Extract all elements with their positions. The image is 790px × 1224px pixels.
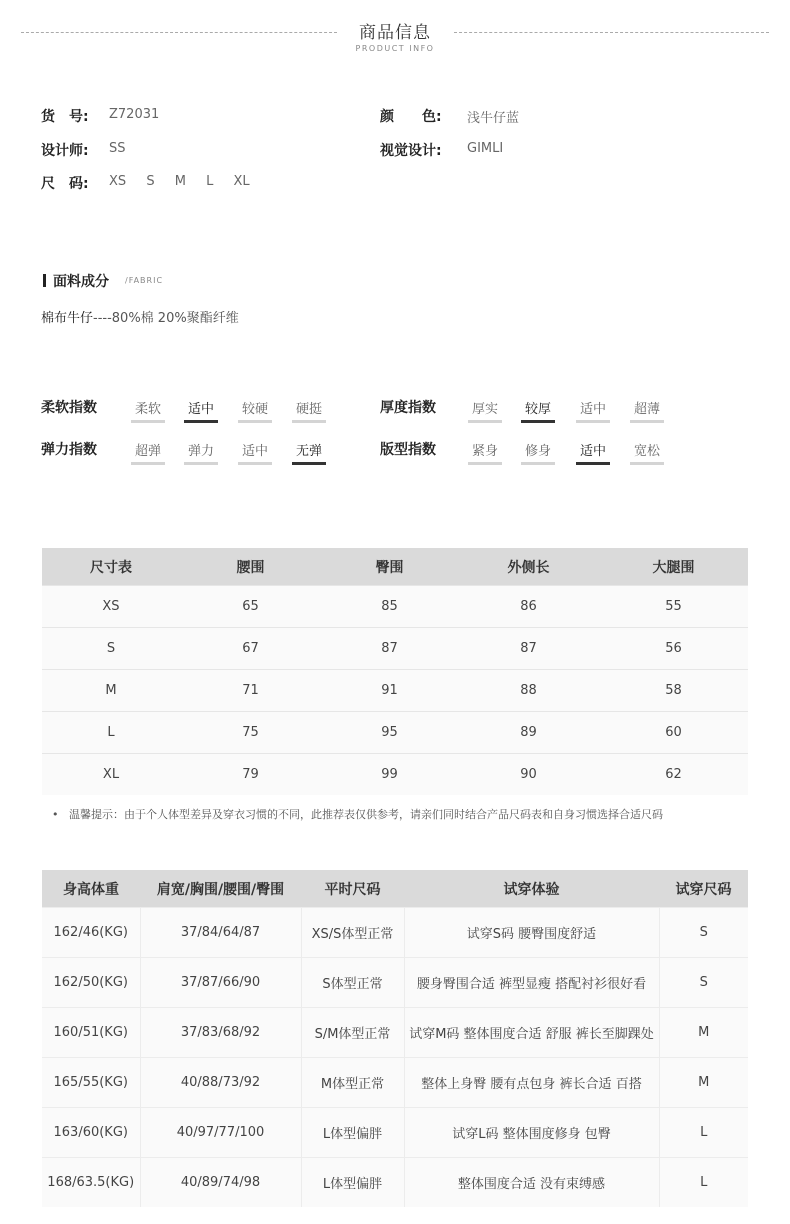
size-label: 尺 码: (41, 176, 89, 192)
index-option-selected: 无弹 (292, 440, 326, 465)
table-row (42, 712, 748, 754)
index-option: 较硬 (238, 398, 272, 423)
table-row (42, 1008, 748, 1058)
fit-table (42, 870, 748, 1207)
table-cell: L体型偏胖 (301, 1158, 404, 1208)
fabric-composition (41, 307, 239, 326)
fabric-material: 棉布牛仔 (41, 311, 94, 326)
table-row (42, 754, 748, 796)
table-cell: 40/89/74/98 (140, 1158, 301, 1208)
table-cell: 55 (599, 586, 748, 628)
table-cell: M体型正常 (301, 1058, 404, 1108)
table-row (42, 1108, 748, 1158)
table-cell: 90 (458, 754, 599, 796)
size-table-header (42, 548, 748, 586)
color-value: 浅牛仔蓝 (467, 111, 520, 126)
section-title: 商品信息 (359, 23, 431, 43)
header-cell: 试穿体验 (404, 870, 659, 908)
size-option: XL (233, 174, 250, 189)
table-cell: 56 (599, 628, 748, 670)
index-option-selected: 适中 (576, 440, 610, 465)
table-row (42, 1058, 748, 1108)
size-table (42, 548, 748, 795)
item-number-value: Z72031 (109, 107, 160, 122)
table-cell: 160/51(KG) (42, 1008, 140, 1058)
table-cell: M (42, 670, 180, 712)
fit-table-header (42, 870, 748, 908)
index-option: 硬挺 (292, 398, 326, 423)
table-cell: 71 (180, 670, 321, 712)
table-row (42, 1158, 748, 1208)
index-option: 修身 (521, 440, 555, 465)
table-cell: 整体围度合适 没有束缚感 (404, 1158, 659, 1208)
table-cell: 试穿M码 整体围度合适 舒服 裤长至脚踝处 (404, 1008, 659, 1058)
table-cell: S体型正常 (301, 958, 404, 1008)
header-cell: 身高体重 (42, 870, 140, 908)
index-option: 适中 (576, 398, 610, 423)
table-cell: L体型偏胖 (301, 1108, 404, 1158)
section-subtitle: PRODUCT INFO (355, 44, 435, 53)
index-option: 超弹 (131, 440, 165, 465)
table-cell: 60 (599, 712, 748, 754)
designer-label: 设计师: (41, 143, 89, 159)
table-cell: 40/88/73/92 (140, 1058, 301, 1108)
size-option: XS (109, 174, 127, 189)
header-cell: 肩宽/胸围/腰围/臀围 (140, 870, 301, 908)
index-label: 柔软指数 (41, 400, 97, 416)
table-cell: L (659, 1108, 748, 1158)
index-option: 柔软 (131, 398, 165, 423)
table-cell: M (659, 1008, 748, 1058)
table-cell: 99 (321, 754, 458, 796)
designer-value: SS (109, 141, 126, 156)
table-cell: 65 (180, 586, 321, 628)
header-cell: 臀围 (321, 548, 458, 586)
size-tip-text: 温馨提示：由于个人体型差异及穿衣习惯的不同，此推荐表仅供参考，请亲们同时结合产品尺码表和自身习惯选择合适尺码 (68, 808, 663, 821)
table-cell: M (659, 1058, 748, 1108)
size-list (109, 174, 266, 189)
index-option-selected: 适中 (184, 398, 218, 423)
table-cell: 腰身臀围合适 裤型显瘦 搭配衬衫很好看 (404, 958, 659, 1008)
size-option: L (206, 174, 214, 189)
table-cell: 67 (180, 628, 321, 670)
table-cell: 91 (321, 670, 458, 712)
table-row (42, 670, 748, 712)
fabric-title: 面料成分 (53, 274, 109, 290)
table-cell: 37/83/68/92 (140, 1008, 301, 1058)
header-cell: 尺寸表 (42, 548, 180, 586)
fabric-subtitle: /FABRIC (125, 276, 164, 285)
table-cell: 88 (458, 670, 599, 712)
table-cell: 37/87/66/90 (140, 958, 301, 1008)
table-cell: 79 (180, 754, 321, 796)
table-row (42, 908, 748, 958)
table-cell: XS/S体型正常 (301, 908, 404, 958)
index-option: 弹力 (184, 440, 218, 465)
table-row (42, 958, 748, 1008)
fabric-marker (43, 274, 46, 287)
table-cell: 86 (458, 586, 599, 628)
table-cell: 75 (180, 712, 321, 754)
index-option-selected: 较厚 (521, 398, 555, 423)
table-cell: 165/55(KG) (42, 1058, 140, 1108)
header-cell: 腰围 (180, 548, 321, 586)
table-cell: 试穿L码 整体围度修身 包臀 (404, 1108, 659, 1158)
item-number-label: 货 号: (41, 109, 89, 125)
table-cell: 87 (458, 628, 599, 670)
table-cell: 87 (321, 628, 458, 670)
header-cell: 大腿围 (599, 548, 748, 586)
table-cell: XS (42, 586, 180, 628)
table-cell: S (42, 628, 180, 670)
table-cell: 85 (321, 586, 458, 628)
table-cell: 62 (599, 754, 748, 796)
index-label: 版型指数 (380, 442, 436, 458)
table-cell: 162/50(KG) (42, 958, 140, 1008)
table-cell: 162/46(KG) (42, 908, 140, 958)
table-row (42, 586, 748, 628)
size-tip: • 温馨提示：由于个人体型差异及穿衣习惯的不同，此推荐表仅供参考，请亲们同时结合产品尺码表和自身习惯选择合适尺码 (52, 808, 663, 821)
table-cell: L (659, 1158, 748, 1208)
index-option: 紧身 (468, 440, 502, 465)
index-option: 适中 (238, 440, 272, 465)
table-cell: S/M体型正常 (301, 1008, 404, 1058)
table-cell: S (659, 958, 748, 1008)
index-label: 弹力指数 (41, 442, 97, 458)
table-row (42, 628, 748, 670)
visual-design-value: GIMLI (467, 141, 504, 156)
index-option: 厚实 (468, 398, 502, 423)
size-option: S (146, 174, 155, 189)
header-cell: 外侧长 (458, 548, 599, 586)
index-option: 超薄 (630, 398, 664, 423)
color-label: 颜 色: (380, 109, 442, 125)
table-cell: L (42, 712, 180, 754)
table-cell: 40/97/77/100 (140, 1108, 301, 1158)
table-cell: S (659, 908, 748, 958)
index-label: 厚度指数 (380, 400, 436, 416)
header-cell: 平时尺码 (301, 870, 404, 908)
size-option: M (174, 174, 186, 189)
table-cell: 试穿S码 腰臀围度舒适 (404, 908, 659, 958)
table-cell: 58 (599, 670, 748, 712)
table-cell: 89 (458, 712, 599, 754)
table-cell: 95 (321, 712, 458, 754)
table-cell: XL (42, 754, 180, 796)
index-option: 宽松 (630, 440, 664, 465)
table-cell: 168/63.5(KG) (42, 1158, 140, 1208)
header-cell: 试穿尺码 (659, 870, 748, 908)
table-cell: 37/84/64/87 (140, 908, 301, 958)
fabric-percent: ----80%棉 20%聚酯纤维 (93, 311, 239, 326)
table-cell: 整体上身臀 腰有点包身 裤长合适 百搭 (404, 1058, 659, 1108)
table-cell: 163/60(KG) (42, 1108, 140, 1158)
visual-design-label: 视觉设计: (380, 143, 442, 159)
